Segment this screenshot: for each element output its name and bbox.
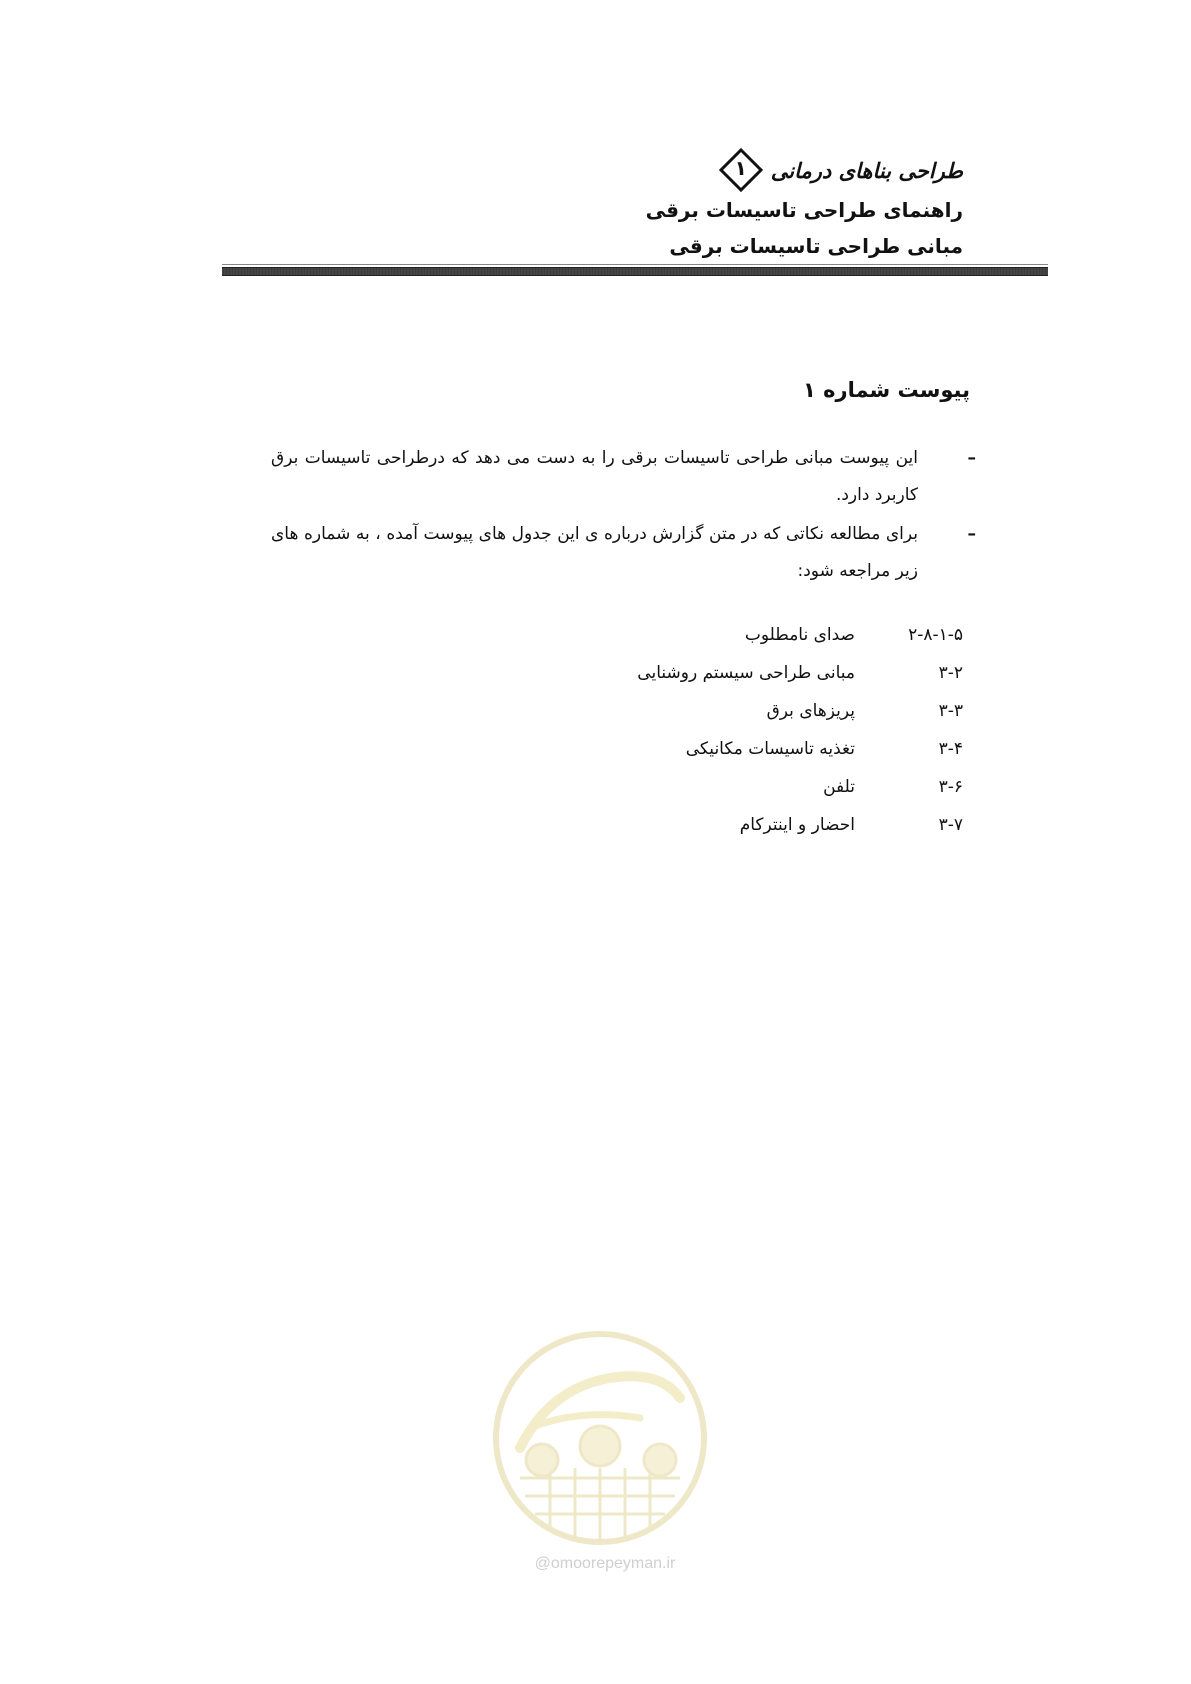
reference-label: احضار و اینترکام [739,815,855,835]
watermark-url: @omoorepeyman.ir [534,1555,676,1572]
appendix-heading: پیوست شماره ۱ [802,378,970,402]
reference-list [443,616,963,844]
reference-row [443,692,963,730]
reference-row [443,806,963,844]
reference-number: ۳-۷ [938,815,963,835]
series-line [133,148,963,192]
reference-number: ۳-۴ [938,739,963,759]
bullet-item [271,440,976,514]
reference-label: صدای نامطلوب [744,625,855,645]
page-header [133,148,963,264]
reference-row [443,654,963,692]
reference-row [443,730,963,768]
bullet-item [271,516,976,590]
reference-number: ۳-۶ [938,777,963,797]
watermark-logo [490,1328,710,1548]
series-title: طراحی بناهای درمانی [770,157,963,183]
reference-row [443,768,963,806]
reference-label: تغذیه تاسیسات مکانیکی [685,739,855,759]
bullet-dash: – [967,448,976,468]
section-title: مبانی طراحی تاسیسات برقی [669,234,963,258]
reference-label: تلفن [823,777,855,797]
header-rule [222,267,1048,276]
bullet-text: این پیوست مبانی طراحی تاسیسات برقی را به دست می دهد که درطراحی تاسیسات برق کاربرد دارد. [271,448,918,505]
reference-number: ۲-۸-۱-۵ [908,625,963,645]
reference-label: پریزهای برق [766,701,855,721]
volume-number-badge [719,148,763,192]
volume-number: ۱ [734,156,747,180]
bullet-dash: – [967,524,976,544]
reference-number: ۳-۳ [938,701,963,721]
appendix-bullets [271,440,976,592]
reference-row [443,616,963,654]
reference-label: مبانی طراحی سیستم روشنایی [637,663,855,683]
bullet-text: برای مطالعه نکاتی که در متن گزارش درباره ی این جدول های پیوست آمده ، به شماره های زیر مراجعه شود: [271,524,918,581]
reference-number: ۳-۲ [938,663,963,683]
guide-title: راهنمای طراحی تاسیسات برقی [645,198,963,222]
